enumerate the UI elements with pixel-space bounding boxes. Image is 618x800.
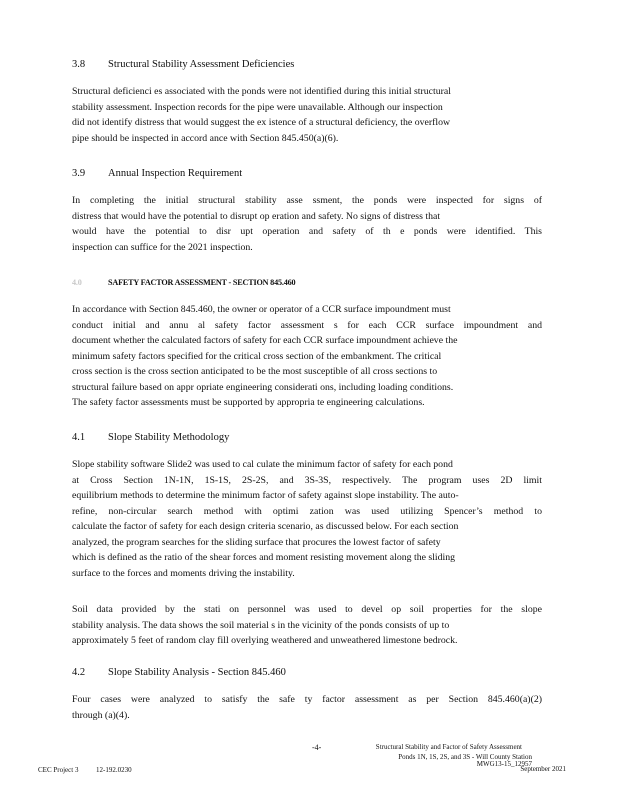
section-title: SAFETY FACTOR ASSESSMENT - SECTION 845.460 (108, 278, 296, 287)
text-line: In accordance with Section 845.460, the owner or operator of a CCR surface impoundment must (72, 304, 451, 315)
paragraph-4-1 (72, 457, 542, 581)
text-line: which is defined as the ratio of the shear forces and moment resisting movement along the sliding (72, 552, 456, 563)
paragraph-3-9 (72, 193, 542, 255)
section-heading-4-1 (72, 431, 229, 444)
text-line: conduct initial and annu al safety factor assessment s for each CCR surface impoundment and (72, 319, 542, 331)
text-line: analyzed, the program searches for the sliding surface that procures the lowest factor of safety (72, 536, 441, 548)
text-line: document whether the calculated factors of safety for each CCR surface impoundment achieve the (72, 335, 458, 346)
footer-doc-title: Structural Stability and Factor of Safety Assessment (375, 743, 522, 751)
text-line: surface to the forces and moments driving the instability. (72, 567, 295, 579)
paragraph-4-1-soil (72, 602, 542, 649)
section-number: 4.0 (72, 278, 82, 287)
text-line: distress that would have the potential to disrupt op eration and safety. No signs of distress that (72, 210, 441, 222)
text-line: refine, non-circular search method with optimi zation was used utilizing Spencer’s method to (72, 505, 542, 517)
text-line: Four cases were analyzed to satisfy the safe ty factor assessment as per Section 845.460(a)(2) (72, 694, 542, 705)
section-number: 4.2 (72, 667, 86, 678)
footer-date: September 2021 (520, 765, 566, 773)
text-line: stability analysis. The data shows the soil material s in the vicinity of the ponds consists of up to (72, 619, 450, 631)
page-number: -4- (312, 743, 322, 752)
text-line: through (a)(4). (72, 709, 130, 721)
section-heading-4-2 (72, 666, 286, 679)
text-line: The safety factor assessments must be supported by appropria te engineering calculations. (72, 397, 425, 408)
text-line: structural failure based on appr opriate engineering considerati ons, including loading conditions. (72, 381, 454, 393)
paragraph-4-2 (72, 692, 542, 723)
section-title: Structural Stability Assessment Deficiencies (108, 59, 295, 70)
text-line: inspection can suffice for the 2021 inspection. (72, 241, 253, 253)
section-number: 3.8 (72, 59, 86, 70)
text-line: cross section is the cross section anticipated to be the most susceptible of all cross sections to (72, 366, 438, 377)
footer-project-number: 12-192.0230 (96, 766, 132, 774)
text-line: Soil data provided by the stati on personnel was used to devel op soil properties for the slope (72, 604, 542, 615)
footer-doc-code: MWG13-15_12957 (476, 760, 532, 768)
text-line: approximately 5 feet of random clay fill overlying weathered and unweathered limestone bedrock. (72, 635, 458, 646)
section-heading-4-0 (72, 276, 295, 289)
text-line: calculate the factor of safety for each design criteria scenario, as discussed below. For each section (72, 521, 459, 532)
text-line: Structural deficienci es associated with the ponds were not identified during this initial structural (72, 86, 451, 97)
section-title: Annual Inspection Requirement (108, 168, 243, 179)
text-line: Slope stability software Slide2 was used to cal culate the minimum factor of safety for each pond (72, 459, 453, 470)
text-line: pipe should be inspected in accord ance with Section 845.450(a)(6). (72, 132, 339, 144)
text-line: stability assessment. Inspection records for the pipe were unavailable. Although our inspection (72, 101, 443, 113)
text-line: equilibrium methods to determine the minimum factor of safety against slope instability. The auto- (72, 490, 459, 501)
section-title: Slope Stability Methodology (108, 432, 230, 443)
footer-doc-subtitle: Ponds 1N, 1S, 2S, and 3S - Will County Station (398, 753, 532, 761)
text-line: minimum safety factors specified for the critical cross section of the embankment. The critical (72, 350, 442, 362)
paragraph-4-0 (72, 302, 542, 411)
text-line: In completing the initial structural stability asse ssment, the ponds were inspected for signs of (72, 195, 542, 206)
section-number: 4.1 (72, 432, 86, 443)
section-title: Slope Stability Analysis - Section 845.460 (108, 667, 286, 678)
text-line: at Cross Section 1N-1N, 1S-1S, 2S-2S, and 3S-3S, respectively. The program uses 2D limit (72, 474, 542, 486)
section-heading-3-8 (72, 58, 294, 71)
section-number: 3.9 (72, 168, 86, 179)
section-heading-3-9 (72, 167, 242, 180)
text-line: would have the potential to disr upt operation and safety of th e ponds were identified. This (72, 226, 542, 237)
text-line: did not identify distress that would suggest the ex istence of a structural deficiency, the overflow (72, 117, 451, 128)
paragraph-3-8 (72, 84, 542, 146)
footer-project-label: CEC Project 3 (38, 766, 79, 774)
